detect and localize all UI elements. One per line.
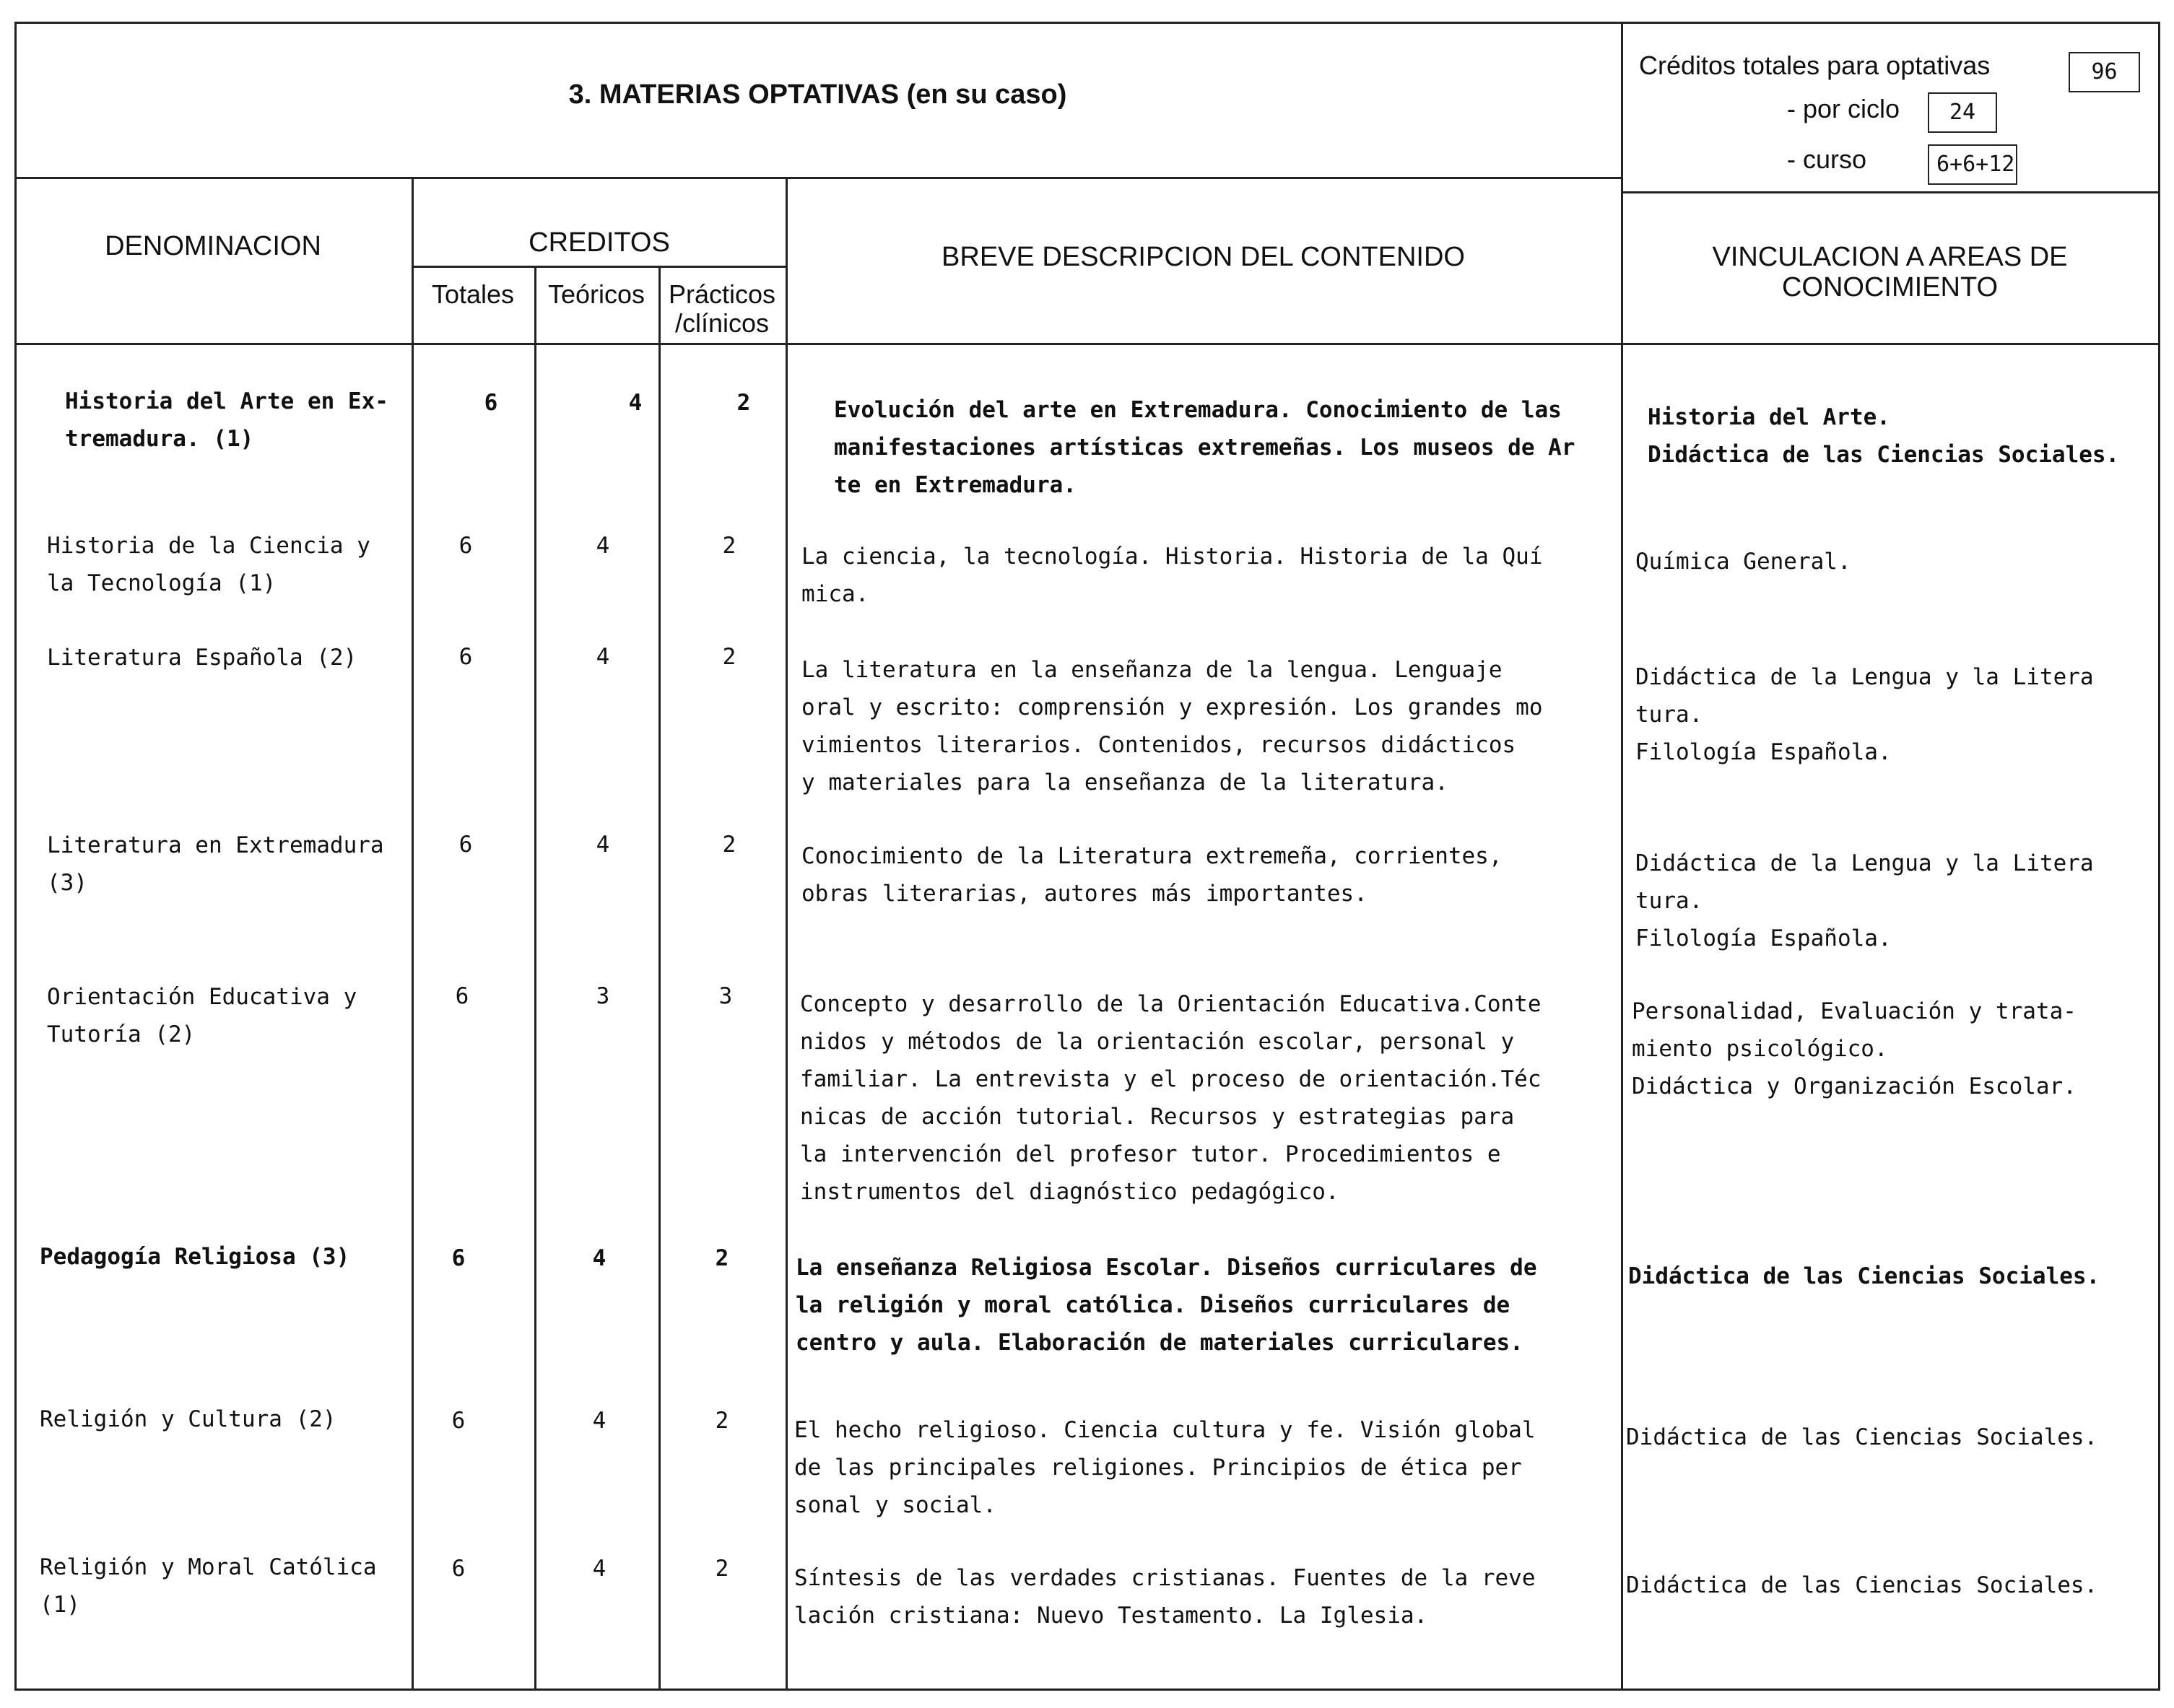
row-practicos: 2: [736, 390, 751, 416]
col-header-creditos: CREDITOS: [529, 227, 670, 258]
row-totales: 6: [458, 832, 473, 858]
row-areas: Didáctica de las Ciencias Sociales.: [1626, 1424, 2098, 1450]
row-description: La literatura en la enseñanza de la lengua. Lenguaje oral y escrito: comprensión y expresión. Los grandes mo vimientos literarios. Contenidos, recursos didácticos y materiales para la enseñanza de la literatura.: [801, 657, 1543, 796]
row-description: La ciencia, la tecnología. Historia. Historia de la Quí mica.: [801, 544, 1543, 607]
row-name: Literatura en Extremadura (3): [47, 832, 384, 896]
row-teoricos: 4: [592, 1245, 606, 1271]
row-description: Concepto y desarrollo de la Orientación Educativa.Conte nidos y métodos de la orientación escolar, personal y familiar. La entrevista y el proceso de orientación.Téc nicas de acción tutorial. Recursos y estrategias para la intervención del profesor tutor. Procedimientos e instrumentos del diagnóstico pedagógico.: [800, 991, 1542, 1205]
row-name: Religión y Moral Católica (1): [40, 1554, 377, 1618]
credits-total-label: Créditos totales para optativas: [1639, 51, 1991, 80]
rule-col-name: [412, 177, 414, 1689]
row-totales: 6: [458, 533, 473, 559]
row-areas: Personalidad, Evaluación y trata- miento psicológico. Didáctica y Organización Escolar.: [1632, 998, 2077, 1099]
rule-col-teoricos: [658, 266, 661, 1689]
row-teoricos: 4: [592, 1408, 606, 1434]
row-practicos: 2: [715, 1556, 729, 1582]
row-description: Evolución del arte en Extremadura. Conocimiento de las manifestaciones artísticas extremeñas. Los museos de Ar te en Extremadura.: [834, 397, 1575, 498]
row-practicos: 2: [722, 832, 736, 858]
col-header-teoricos: Teóricos: [547, 279, 645, 309]
rule-creditos-split: [412, 266, 787, 268]
row-totales: 6: [451, 1245, 466, 1271]
col-header-descripcion: BREVE DESCRIPCION DEL CONTENIDO: [942, 242, 1465, 272]
rule-credits-bottom: [1621, 191, 2159, 193]
row-name: Historia de la Ciencia y la Tecnología (1): [47, 533, 370, 596]
row-practicos: 3: [718, 983, 733, 1009]
section-title: 3. MATERIAS OPTATIVAS (en su caso): [568, 79, 1067, 110]
row-name: Pedagogía Religiosa (3): [40, 1244, 350, 1270]
row-totales: 6: [451, 1408, 466, 1434]
row-teoricos: 3: [596, 983, 610, 1009]
per-cycle-box: 24: [1928, 92, 1997, 133]
rule-header-bottom: [14, 343, 2159, 345]
row-practicos: 2: [722, 644, 736, 670]
rule-title-bottom: [14, 177, 1621, 179]
row-practicos: 2: [722, 533, 736, 559]
row-name: Literatura Española (2): [47, 645, 357, 671]
rule-col-totales: [534, 266, 536, 1689]
per-cycle-label: - por ciclo: [1787, 94, 1900, 123]
course-label: - curso: [1787, 144, 1867, 174]
col-header-totales: Totales: [431, 279, 515, 309]
row-name: Religión y Cultura (2): [40, 1406, 336, 1432]
row-teoricos: 4: [596, 644, 610, 670]
row-totales: 6: [455, 983, 469, 1009]
credits-total-box: 96: [2069, 52, 2140, 92]
row-totales: 6: [451, 1556, 466, 1582]
row-description: Conocimiento de la Literatura extremeña, corrientes, obras literarias, autores más importantes.: [801, 843, 1503, 907]
course-box: 6+6+12: [1928, 144, 2017, 185]
row-description: El hecho religioso. Ciencia cultura y fe. Visión global de las principales religiones. Principios de ética per sonal y social.: [794, 1417, 1536, 1518]
row-totales: 6: [458, 644, 473, 670]
col-header-denominacion: DENOMINACION: [105, 231, 321, 261]
row-teoricos: 4: [592, 1556, 606, 1582]
row-areas: Didáctica de las Ciencias Sociales.: [1628, 1263, 2100, 1289]
row-teoricos: 4: [628, 390, 643, 416]
row-description: La enseñanza Religiosa Escolar. Diseños curriculares de la religión y moral católica. Diseños curriculares de centro y aula. Elaboración de materiales curriculares.: [796, 1255, 1537, 1356]
row-totales: 6: [484, 390, 498, 416]
row-areas: Química General.: [1635, 549, 1851, 575]
row-areas: Didáctica de la Lengua y la Litera tura. Filología Española.: [1635, 850, 2094, 951]
col-header-practicos: Prácticos /clínicos: [668, 279, 776, 338]
row-areas: Didáctica de la Lengua y la Litera tura. Filología Española.: [1635, 664, 2094, 765]
row-areas: Didáctica de las Ciencias Sociales.: [1626, 1572, 2098, 1598]
row-name: Historia del Arte en Ex- tremadura. (1): [65, 388, 388, 452]
row-practicos: 2: [715, 1408, 729, 1434]
row-areas: Historia del Arte. Didáctica de las Ciencias Sociales.: [1648, 404, 2120, 468]
col-header-vinculacion: VINCULACION A AREAS DE CONOCIMIENTO: [1712, 242, 2068, 302]
row-teoricos: 4: [596, 832, 610, 858]
row-teoricos: 4: [596, 533, 610, 559]
row-name: Orientación Educativa y Tutoría (2): [47, 984, 357, 1047]
row-practicos: 2: [715, 1245, 729, 1271]
document-page: [14, 22, 2159, 1689]
row-description: Síntesis de las verdades cristianas. Fuentes de la reve lación cristiana: Nuevo Testamento. La Iglesia.: [794, 1565, 1536, 1629]
